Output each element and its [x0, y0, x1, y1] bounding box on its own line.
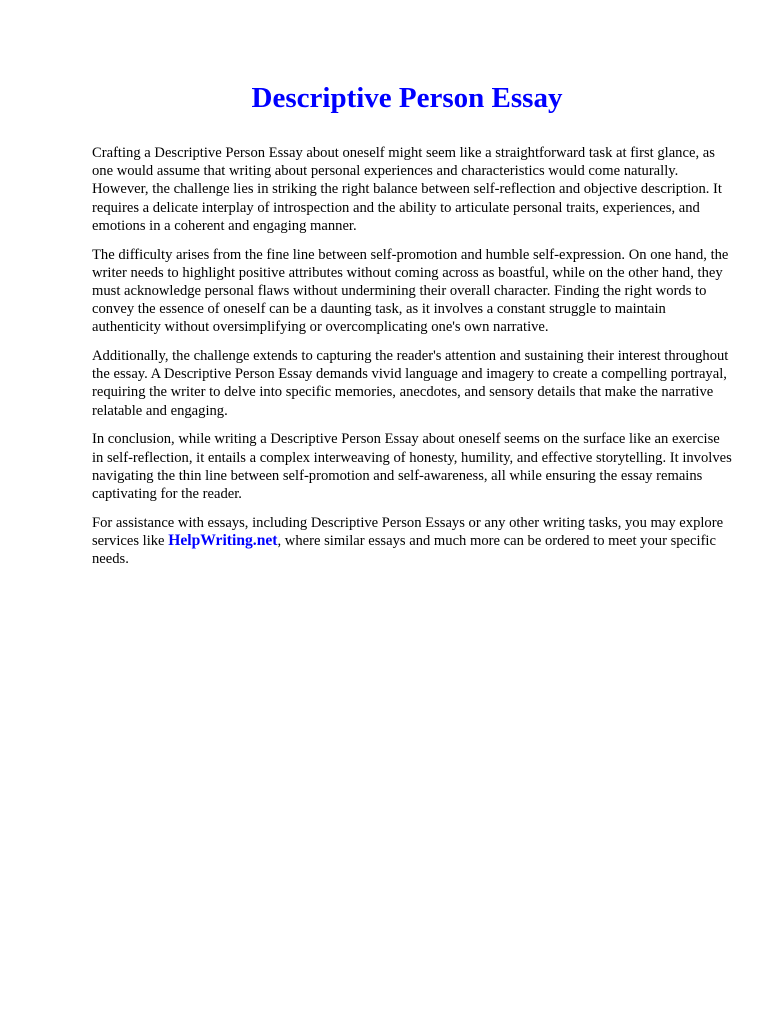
- paragraph-4: In conclusion, while writing a Descriptive Person Essay about oneself seems on the surface like an exercise in self-reflection, it entails a complex interweaving of honesty, humility, and effective storytelling. It involves navigating the thin line between self-promotion and self-awareness, all while ensuring the essay remains captivating for the reader.: [92, 431, 732, 502]
- closing-text-before-link: For assistance with essays, including Descriptive Person Essays or any other writing tasks, you may explore services like: [92, 514, 724, 549]
- page-title: Descriptive Person Essay: [251, 82, 563, 114]
- essay-body: [92, 144, 732, 579]
- paragraph-2: The difficulty arises from the fine line between self-promotion and humble self-expression. On one hand, the writer needs to highlight positive attributes without coming across as boastful, while on the other hand, they must acknowledge personal flaws without undermining their overall character. Finding the right words to convey the essence of oneself can be a daunting task, as it involves a constant struggle to maintain authenticity without oversimplifying or overcomplicating one's own narrative.: [92, 246, 729, 336]
- paragraph-1: Crafting a Descriptive Person Essay about oneself might seem like a straightforward task at first glance, as one would assume that writing about personal experiences and characteristics would come naturally. However, the challenge lies in striking the right balance between self-reflection and objective description. It requires a delicate interplay of introspection and the ability to articulate personal traits, experiences, and emotions in a coherent and engaging manner.: [92, 145, 722, 234]
- closing-paragraph: [92, 514, 732, 569]
- closing-text-after-link: , where similar essays and much more can be ordered to meet your specific needs.: [92, 532, 716, 568]
- paragraph-3: Additionally, the challenge extends to capturing the reader's attention and sustaining their interest throughout the essay. A Descriptive Person Essay demands vivid language and imagery to create a compelling portrayal, requiring the writer to delve into specific memories, anecdotes, and sensory details that make the narrative relatable and engaging.: [92, 348, 729, 419]
- helpwriting-link[interactable]: HelpWriting.net: [168, 531, 278, 549]
